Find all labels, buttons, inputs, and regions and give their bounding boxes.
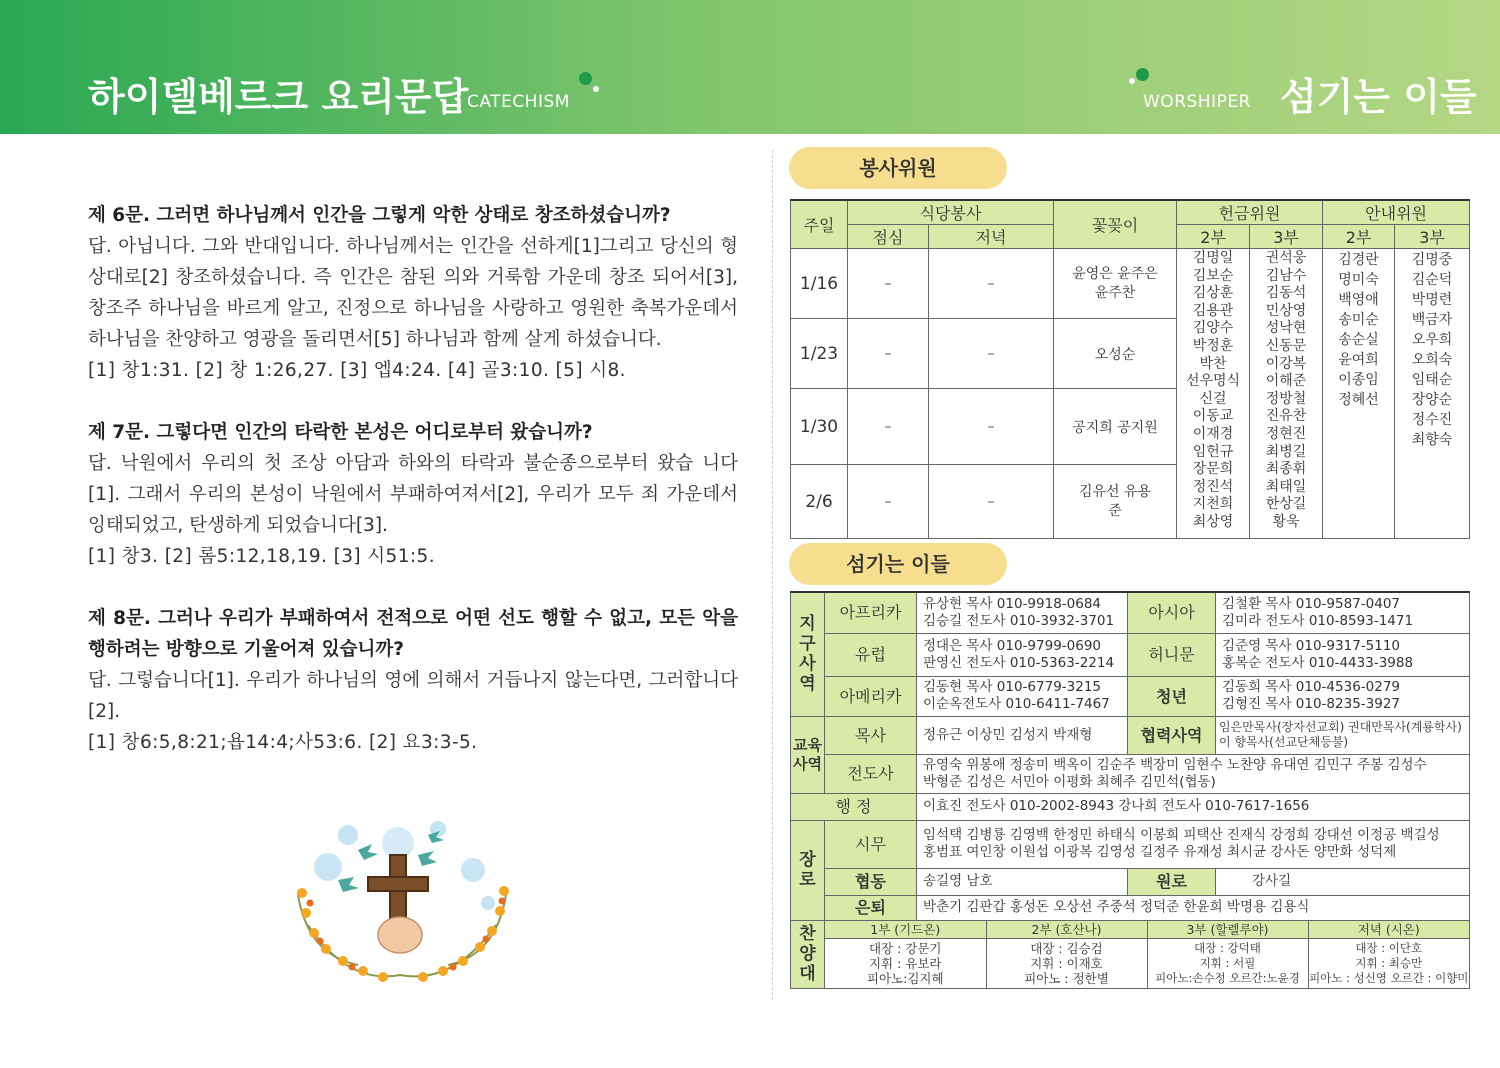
list-line: 송미순 [1338,312,1379,328]
catechism-section [88,200,738,758]
header-offering-2: 2부 [1177,225,1250,249]
youth-contacts [1216,676,1470,716]
answer-8: 답. 그렇습니다[1]. 우리가 하나님의 영에 의해서 거듭나지 않는다면, 그러합니다[2]. [88,670,738,722]
list-line: 명미숙 [1338,272,1379,288]
worshiper-subtitle: WORSHIPER [1143,92,1251,112]
references-6: [1] 창1:31. [2] 창 1:26,27. [3] 엡4:24. [4] 골3:10. [5] 시8. [88,360,626,381]
list-line: 성낙현 [1265,320,1307,337]
list-line: 피아노 : 성신영 오르간 : 이향미 [1309,970,1469,985]
choir-table [825,921,1469,989]
list-line: 최상영 [1192,513,1234,530]
list-line: 황욱 [1272,513,1300,530]
list-line: 김동현 목사 010-6779-3215 [923,679,1102,695]
list-line: 김동희 목사 010-4536-0279 [1222,679,1401,695]
list-line: 지천희 [1192,496,1234,513]
list-line: 김준영 목사 010-9317-5110 [1222,637,1401,654]
catechism-title: 하이델베르크 요리문답 [88,75,469,119]
flower-cell: 윤영은 윤주은 윤주찬 [1054,249,1177,319]
dot-icon [1129,78,1135,84]
list-line: 대장 : 강문기 [868,940,942,956]
question-8: 제 8문. 그러나 우리가 부패하여서 전적으로 어떤 선도 행할 수 없고, 모든 악을 행하려는 방향으로 기울어져 있습니까? [88,608,738,660]
question-7: 제 7문. 그렇다면 인간의 타락한 본성은 어디로부터 왔습니까? [88,422,593,443]
list-line: 박명련 [1411,292,1453,308]
list-line: 피아노 : 정한별 [1024,970,1109,986]
list-line: 김양수 [1192,320,1234,337]
europe-label: 유럽 [825,633,917,676]
list-line: 최병길 [1265,443,1307,460]
list-line: 대장 : 강덕태 [1194,940,1261,955]
coop-label: 협력사역 [1128,716,1216,754]
asia-label: 아시아 [1128,592,1216,633]
evangelist-names [917,754,1470,793]
america-contacts [917,676,1128,716]
asia-contacts [1216,592,1470,633]
list-line: 김상훈 [1192,285,1234,302]
pastor-names: 정유근 이상민 김성지 박재형 [917,716,1128,754]
lunch-cell: – [848,319,929,389]
list-line: 김명중 [1411,252,1453,268]
list-line: 김미라 전도사 010-8593-1471 [1222,612,1414,629]
list-line: 장양순 [1411,392,1453,408]
header-flower: 꽃꽂이 [1054,200,1177,249]
list-line: 김용관 [1192,302,1234,319]
region-label: 지구사역 [791,592,825,716]
references-7: [1] 창3. [2] 롬5:12,18,19. [3] 시51:5. [88,546,435,567]
header-usher: 안내위원 [1323,200,1470,225]
list-line: 정대은 목사 010-9799-0690 [923,637,1102,654]
list-line: 이재경 [1192,425,1234,442]
retired-names: 박춘기 김판갑 홍성돈 오상선 주중석 정덕준 한윤희 박명용 김용식 [917,895,1470,920]
list-line: 김보순 [1192,267,1234,284]
list-line: 대장 : 이단호 [1355,940,1423,955]
list-line: 판영신 전도사 010-5363-2214 [923,654,1115,671]
africa-contacts [917,592,1128,633]
dinner-cell: – [929,249,1054,319]
servants-pill: 섬기는 이들 [789,543,1007,585]
lunch-cell: – [848,465,929,539]
lunch-cell: – [848,249,929,319]
admin-label: 행 정 [791,793,917,820]
choir-name: 저녁 (시온) [1308,921,1469,939]
emeritus-label: 원로 [1128,868,1216,895]
america-label: 아메리카 [825,676,917,716]
list-line: 홍범표 여인창 이원섭 이광복 김영성 길정주 유재성 최시균 강사돈 양만화 성덕제 [923,844,1397,860]
europe-contacts [917,633,1128,676]
list-line: 이강복 [1265,355,1307,372]
dinner-cell: – [929,465,1054,539]
list-line: 정방철 [1265,390,1307,407]
list-line: 한상길 [1265,496,1307,513]
coop-elder-label: 협동 [825,868,917,895]
himalaya-contacts [1216,633,1470,676]
list-line: 신동문 [1265,337,1307,354]
dot-icon [579,72,592,85]
date-cell: 1/16 [791,249,848,319]
date-cell: 2/6 [791,465,848,539]
dinner-cell: – [929,389,1054,465]
header-offering-3: 3부 [1250,225,1323,249]
header-usher-3: 3부 [1395,225,1470,249]
volunteers-table [790,199,1470,539]
list-line: 정수진 [1411,412,1453,428]
question-6: 제 6문. 그러면 하나님께서 인간을 그렇게 악한 상태로 창조하셨습니까? [88,205,671,226]
africa-label: 아프리카 [825,592,917,633]
admin-contacts: 이효진 전도사 010-2002-8943 강나희 전도사 010-7617-1656 [917,793,1470,820]
offering-2-list [1177,249,1250,539]
list-line: 장문희 [1192,461,1234,478]
list-line: 박찬 [1199,355,1227,372]
list-line: 유상현 목사 010-9918-0684 [923,595,1102,612]
flower-cell: 공지희 공지원 [1054,389,1177,465]
header-dinner: 저녁 [929,225,1054,249]
list-line: 지휘 : 유보라 [868,955,942,971]
flower-cell: 오성순 [1054,319,1177,389]
list-line: 지휘 : 최승만 [1355,955,1423,970]
header-meal: 식당봉사 [848,200,1054,225]
dinner-cell: – [929,319,1054,389]
youth-label: 청년 [1128,676,1216,716]
list-line: 정현진 [1265,425,1307,442]
cross-wreath-illustration [288,815,518,1000]
emeritus-names: 강사길 [1216,868,1470,895]
list-line: 정진석 [1192,478,1234,495]
list-line: 박정훈 [1192,337,1234,354]
list-line: 김명일 [1192,250,1234,266]
flower-cell: 김유선 유용준 [1054,465,1177,539]
list-line: 이 향목사(선교단체등불) [1219,735,1349,749]
choir-staff [986,938,1147,988]
edu-label: 교육사역 [791,716,825,793]
date-cell: 1/23 [791,319,848,389]
choir-name: 2부 (호산나) [986,921,1147,939]
list-line: 선우명식 [1185,373,1241,390]
choir-label: 찬양대 [791,920,825,989]
active-names [917,820,1470,868]
choir-name: 1부 (기드온) [825,921,986,939]
list-line: 홍복순 전도사 010-4433-3988 [1222,654,1414,671]
answer-7: 답. 낙원에서 우리의 첫 조상 아담과 하와의 타락과 불순종으로부터 왔습 니다[1]. 그래서 우리의 본성이 낙원에서 부패하여져서[2], 우리가 모두 죄 가운데서 잉태되었고, 탄생하게 되었습니다[3]. [88,453,738,536]
list-line: 지휘 : 이재호 [1030,955,1103,971]
dot-icon [1136,68,1149,81]
lunch-cell: – [848,389,929,465]
evangelist-label: 전도사 [825,754,917,793]
list-line: 임태순 [1411,372,1453,388]
dot-icon [593,86,599,92]
servants-table [790,591,1470,989]
choir-name: 3부 (할렐루야) [1147,921,1308,939]
list-line: 임은만목사(장자선교회) 권대만목사(계룡학사) [1219,720,1462,734]
choir-staff [825,938,986,988]
list-line: 권석웅 [1265,250,1307,266]
date-cell: 1/30 [791,389,848,465]
choir-staff [1147,938,1308,988]
list-line: 오우희 [1411,332,1453,348]
coop-names [1216,716,1470,754]
coop-elder-names: 송길영 남호 [917,868,1128,895]
list-line: 박형준 김성은 서민아 이평화 최혜주 김민석(협동) [923,773,1216,790]
list-line: 최종휘 [1265,461,1307,478]
table-row [791,249,1470,319]
list-line: 정혜선 [1338,392,1379,408]
list-line: 이해준 [1265,373,1307,390]
elder-label: 장로 [791,820,825,920]
list-line: 대장 : 김승검 [1030,940,1103,956]
himalaya-label: 허니문 [1128,633,1216,676]
list-line: 유영숙 위봉애 정송미 백옥이 김순주 백장미 임현수 노찬양 유대연 김민구 주봉 김성수 [923,756,1427,773]
list-line: 피아노:김지혜 [866,970,944,986]
answer-6: 답. 아닙니다. 그와 반대입니다. 하나님께서는 인간을 선하게[1]그리고 당신의 형상대로[2] 창조하셨습니다. 즉 인간은 참된 의와 거룩함 가운데 창조 되어서[3], 창조주 하나님을 바르게 알고, 진정으로 하나님을 사랑하고 영원한 축복가운데서 하나님을 찬양하고 영광을 돌리면서[5] 하나님과 함께 살게 하셨습니다. [88,236,738,350]
list-line: 최향숙 [1411,432,1453,448]
usher-3-list [1395,249,1470,539]
choir-staff [1308,938,1469,988]
list-line: 백금자 [1411,312,1453,328]
worshiper-title: 섬기는 이들 [1280,75,1477,119]
list-line: 김동석 [1265,285,1307,302]
list-line: 김승길 전도사 010-3932-3701 [923,612,1115,629]
list-line: 임석택 김병룡 김영백 한정민 하태식 이봉희 피택산 진재식 강정희 강대선 이정공 백길성 [923,827,1440,843]
list-line: 김경란 [1338,252,1379,268]
list-line: 이동교 [1192,408,1234,425]
column-divider [772,150,773,1000]
list-line: 김순덕 [1411,272,1453,288]
list-line: 백영애 [1338,292,1379,308]
header-lunch: 점심 [848,225,929,249]
catechism-subtitle: CATECHISM [467,92,570,112]
header-offering: 헌금위원 [1177,200,1323,225]
list-line: 윤여희 [1338,352,1379,368]
list-line: 오희숙 [1411,352,1453,368]
list-line: 지휘 : 서필 [1199,955,1256,970]
active-label: 시무 [825,820,917,868]
pastor-label: 목사 [825,716,917,754]
list-line: 김철환 목사 010-9587-0407 [1222,595,1401,612]
list-line: 신걸 [1199,390,1227,407]
list-line: 김형진 목사 010-8235-3927 [1222,696,1401,712]
list-line: 송순실 [1338,332,1379,348]
list-line: 이순옥전도사 010-6411-7467 [923,696,1110,712]
header-date: 주일 [791,200,848,249]
volunteers-pill: 봉사위원 [789,147,1007,189]
list-line: 이종임 [1338,372,1379,388]
usher-2-list [1323,249,1395,539]
references-8: [1] 창6:5,8:21;욥14:4;사53:6. [2] 요3:3-5. [88,732,478,753]
offering-3-list [1250,249,1323,539]
list-line: 진유찬 [1265,408,1307,425]
list-line: 임헌규 [1192,443,1234,460]
header-banner [0,0,1500,134]
header-usher-2: 2부 [1323,225,1395,249]
retired-label: 은퇴 [825,895,917,920]
list-line: 피아노:손수정 오르간:노윤경 [1155,970,1300,985]
list-line: 민상영 [1265,302,1307,319]
list-line: 김남수 [1265,267,1307,284]
list-line: 최태일 [1265,478,1307,495]
